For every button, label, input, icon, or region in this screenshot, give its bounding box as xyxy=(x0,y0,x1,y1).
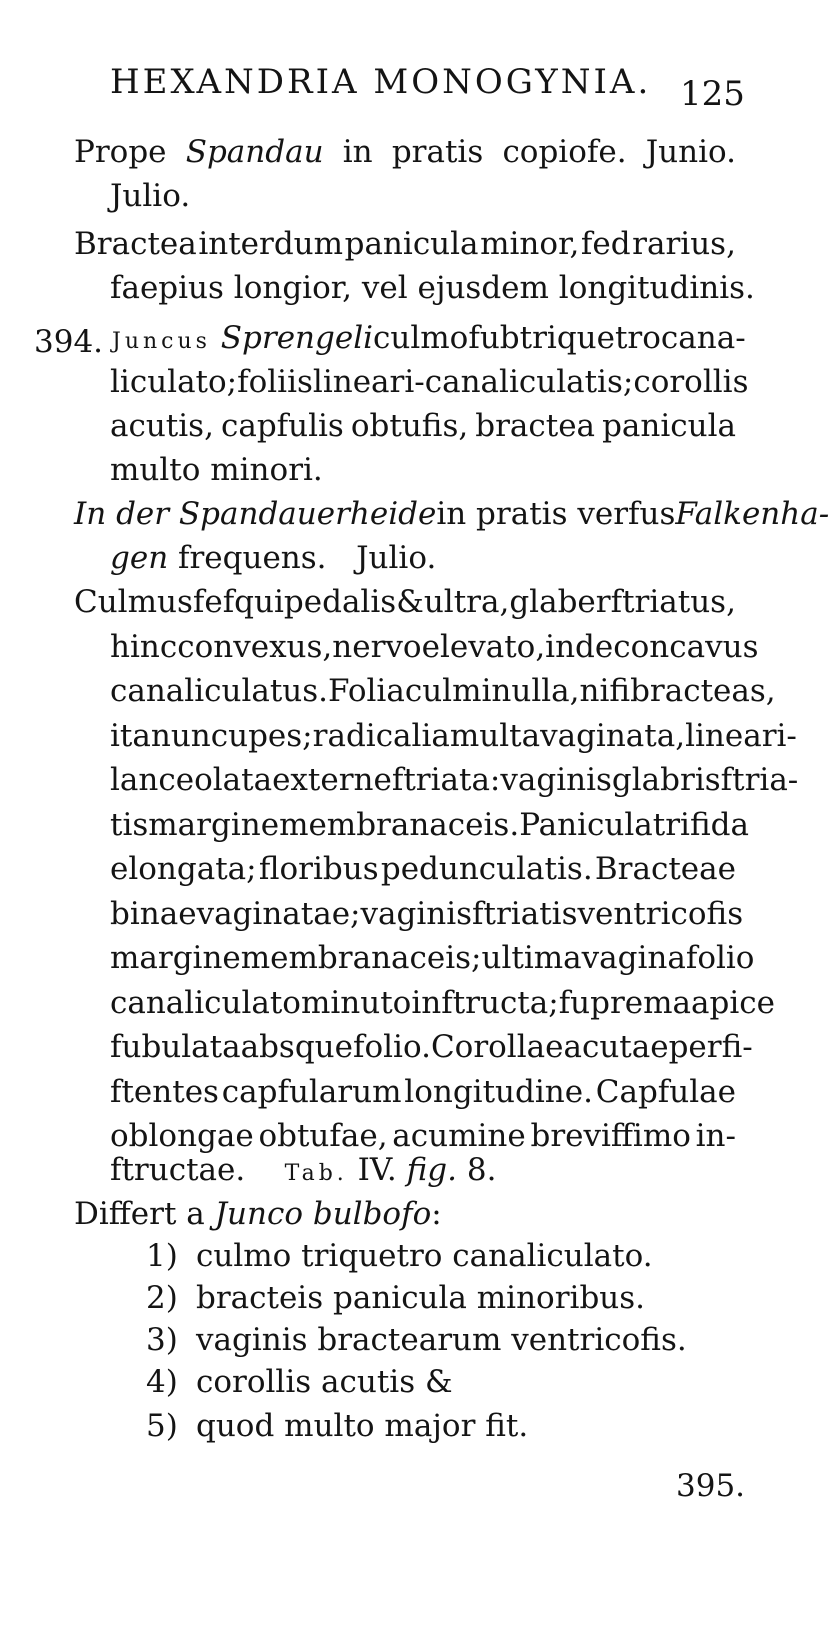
word: lanceolata xyxy=(110,762,273,798)
genus-name: Juncus xyxy=(112,329,211,354)
differt-intro xyxy=(74,1194,442,1234)
word: pratis xyxy=(391,134,484,170)
word: margine xyxy=(110,940,241,976)
word: glabris xyxy=(611,762,721,798)
word: lineari- xyxy=(685,718,797,754)
word: Capfulae xyxy=(595,1074,736,1110)
place-name: Falkenha- xyxy=(675,496,830,532)
word: acumine xyxy=(392,1118,526,1154)
page-number: 125 xyxy=(680,74,745,114)
word: capfularum xyxy=(221,1074,402,1110)
word: Junio. xyxy=(645,134,736,170)
description-line xyxy=(110,805,749,845)
word: tis xyxy=(110,807,149,843)
word: ftentes xyxy=(110,1074,219,1110)
word: convexus, xyxy=(177,629,333,665)
word: minuto xyxy=(300,985,412,1021)
word: ftriata: xyxy=(391,762,501,798)
word: ftria- xyxy=(720,762,799,798)
word: ftriatis xyxy=(472,896,578,932)
place-name: Spandau xyxy=(185,134,324,170)
word: panicula xyxy=(344,226,479,262)
description-line xyxy=(110,671,776,711)
description-line xyxy=(110,1072,736,1112)
word: inde xyxy=(545,629,614,665)
description-line xyxy=(110,849,736,889)
species-name: Junco bulbofo xyxy=(214,1196,432,1232)
place-name: gen xyxy=(110,540,169,576)
word: elongata; xyxy=(110,851,257,887)
word: Bracteae xyxy=(594,851,736,887)
word: culmi xyxy=(404,673,492,709)
word: longitudine. xyxy=(404,1074,593,1110)
list-item-number: 2) xyxy=(146,1280,178,1316)
word: apice xyxy=(691,985,775,1021)
word: in- xyxy=(695,1118,736,1154)
para2-line1 xyxy=(74,224,736,264)
word: fubtriquetro xyxy=(468,320,661,356)
list-item-number: 3) xyxy=(146,1322,178,1358)
word: membranaceis; xyxy=(240,940,482,976)
word: radicalia xyxy=(312,718,450,754)
tab-label: Tab. xyxy=(284,1161,348,1186)
word: in xyxy=(342,134,373,170)
word: panicula xyxy=(602,408,736,444)
habitat-line2 xyxy=(110,538,436,578)
word: breviffimo xyxy=(530,1118,691,1154)
word: multa xyxy=(449,718,541,754)
word: margine xyxy=(148,807,280,843)
description-last-line xyxy=(110,1150,496,1194)
word: copiofe. xyxy=(502,134,627,170)
list-item-number: 5) xyxy=(146,1408,178,1444)
word: fubulata xyxy=(110,1029,241,1065)
word: concavus xyxy=(613,629,759,665)
word: Prope xyxy=(74,134,167,170)
word: obtufae, xyxy=(258,1118,388,1154)
word: acutae xyxy=(563,1029,669,1065)
word: Folia xyxy=(328,673,405,709)
word: folio. xyxy=(352,1029,431,1065)
description-line xyxy=(110,760,799,800)
word: & xyxy=(396,584,424,620)
word: nuncupes; xyxy=(150,718,313,754)
list-item-text: culmo triquetro canaliculato. xyxy=(196,1238,653,1274)
word: vaginatae; xyxy=(196,896,361,932)
catchword: 395. xyxy=(676,1468,746,1504)
place-name: In der Spandauerheide xyxy=(74,496,437,532)
word: floribus xyxy=(258,851,379,887)
word: foliis xyxy=(237,364,313,400)
entry-line1 xyxy=(112,318,746,362)
entry-line2 xyxy=(110,362,749,402)
word: Panicula xyxy=(519,807,653,843)
description-line xyxy=(110,716,797,756)
word: ita xyxy=(110,718,151,754)
para1-line1 xyxy=(74,132,736,172)
word: fuprema xyxy=(558,985,692,1021)
word: vagina xyxy=(581,940,686,976)
word: binae xyxy=(110,896,197,932)
entry-line3 xyxy=(110,406,736,446)
description-line xyxy=(110,1027,753,1067)
word: ftructae. xyxy=(110,1152,246,1188)
word: canaliculatus. xyxy=(110,673,329,709)
word: elevato, xyxy=(421,629,546,665)
para2-line2: faepius longior, vel ejusdem longitudinis. xyxy=(110,270,755,306)
list-item-number: 1) xyxy=(146,1238,178,1274)
habitat-text: frequens. Julio. xyxy=(178,540,437,576)
word: ventricofis xyxy=(577,896,744,932)
word: liculato; xyxy=(110,364,238,400)
entry-line4: multo minori. xyxy=(110,452,323,488)
fig-label: fig. xyxy=(406,1152,457,1188)
word: corollis xyxy=(633,364,749,400)
word: nulla, xyxy=(491,673,580,709)
word: minor, xyxy=(480,226,580,262)
word: fefquipedalis xyxy=(192,584,397,620)
description-line xyxy=(110,938,755,978)
word: Corollae xyxy=(430,1029,564,1065)
word: canaliculato xyxy=(110,985,301,1021)
list-item-text: bracteis panicula minoribus. xyxy=(196,1280,646,1316)
list-item-text: corollis acutis & xyxy=(196,1364,453,1400)
word: fed xyxy=(580,226,631,262)
habitat-text: in pratis verfus xyxy=(436,496,676,532)
word: culmo xyxy=(373,320,469,356)
word: hinc xyxy=(110,629,178,665)
word: membranaceis. xyxy=(279,807,520,843)
word: absque xyxy=(240,1029,353,1065)
list-item-number: 4) xyxy=(146,1364,178,1400)
word: cana- xyxy=(660,320,746,356)
list-item-text: quod multo major fit. xyxy=(196,1408,529,1444)
word: acutis, xyxy=(110,408,214,444)
para1-line2: Julio. xyxy=(110,178,191,214)
word: trifida xyxy=(652,807,749,843)
word: vaginata, xyxy=(540,718,686,754)
word: folio xyxy=(685,940,755,976)
word: ultima xyxy=(481,940,582,976)
list-item-text: vaginis bractearum ventricofis. xyxy=(196,1322,687,1358)
word: inftructa; xyxy=(411,985,559,1021)
word: ultra, xyxy=(423,584,510,620)
differt-colon: : xyxy=(431,1196,442,1232)
word: capfulis xyxy=(220,408,344,444)
word: Bractea xyxy=(74,226,197,262)
word: vaginis xyxy=(360,896,473,932)
description-line xyxy=(74,582,736,622)
fig-value: 8. xyxy=(466,1152,497,1188)
word: pedunculatis. xyxy=(380,851,593,887)
word: perfi- xyxy=(668,1029,753,1065)
description-line xyxy=(110,983,775,1023)
word: vaginis xyxy=(500,762,612,798)
word: nervo xyxy=(332,629,422,665)
word: Culmus xyxy=(74,584,193,620)
entry-number: 394. xyxy=(34,324,104,360)
word: bracteas, xyxy=(630,673,776,709)
word: obtufis, xyxy=(350,408,469,444)
word: lineari-canaliculatis; xyxy=(312,364,634,400)
word: rarius, xyxy=(632,226,736,262)
word: externe xyxy=(272,762,392,798)
entry-name xyxy=(112,318,373,362)
word: nifi xyxy=(579,673,631,709)
species-name: Sprengeli xyxy=(220,320,374,356)
habitat-line1 xyxy=(74,494,830,534)
word: bractea xyxy=(475,408,596,444)
tab-value: IV. xyxy=(357,1152,397,1188)
word: ftriatus, xyxy=(610,584,736,620)
differt-text: Differt a xyxy=(74,1196,205,1232)
word: oblongae xyxy=(110,1118,254,1154)
description-line xyxy=(110,894,744,934)
description-line xyxy=(110,627,759,667)
word: glaber xyxy=(509,584,611,620)
running-title: HEXANDRIA MONOGYNIA. xyxy=(110,62,652,102)
word: interdum xyxy=(198,226,344,262)
